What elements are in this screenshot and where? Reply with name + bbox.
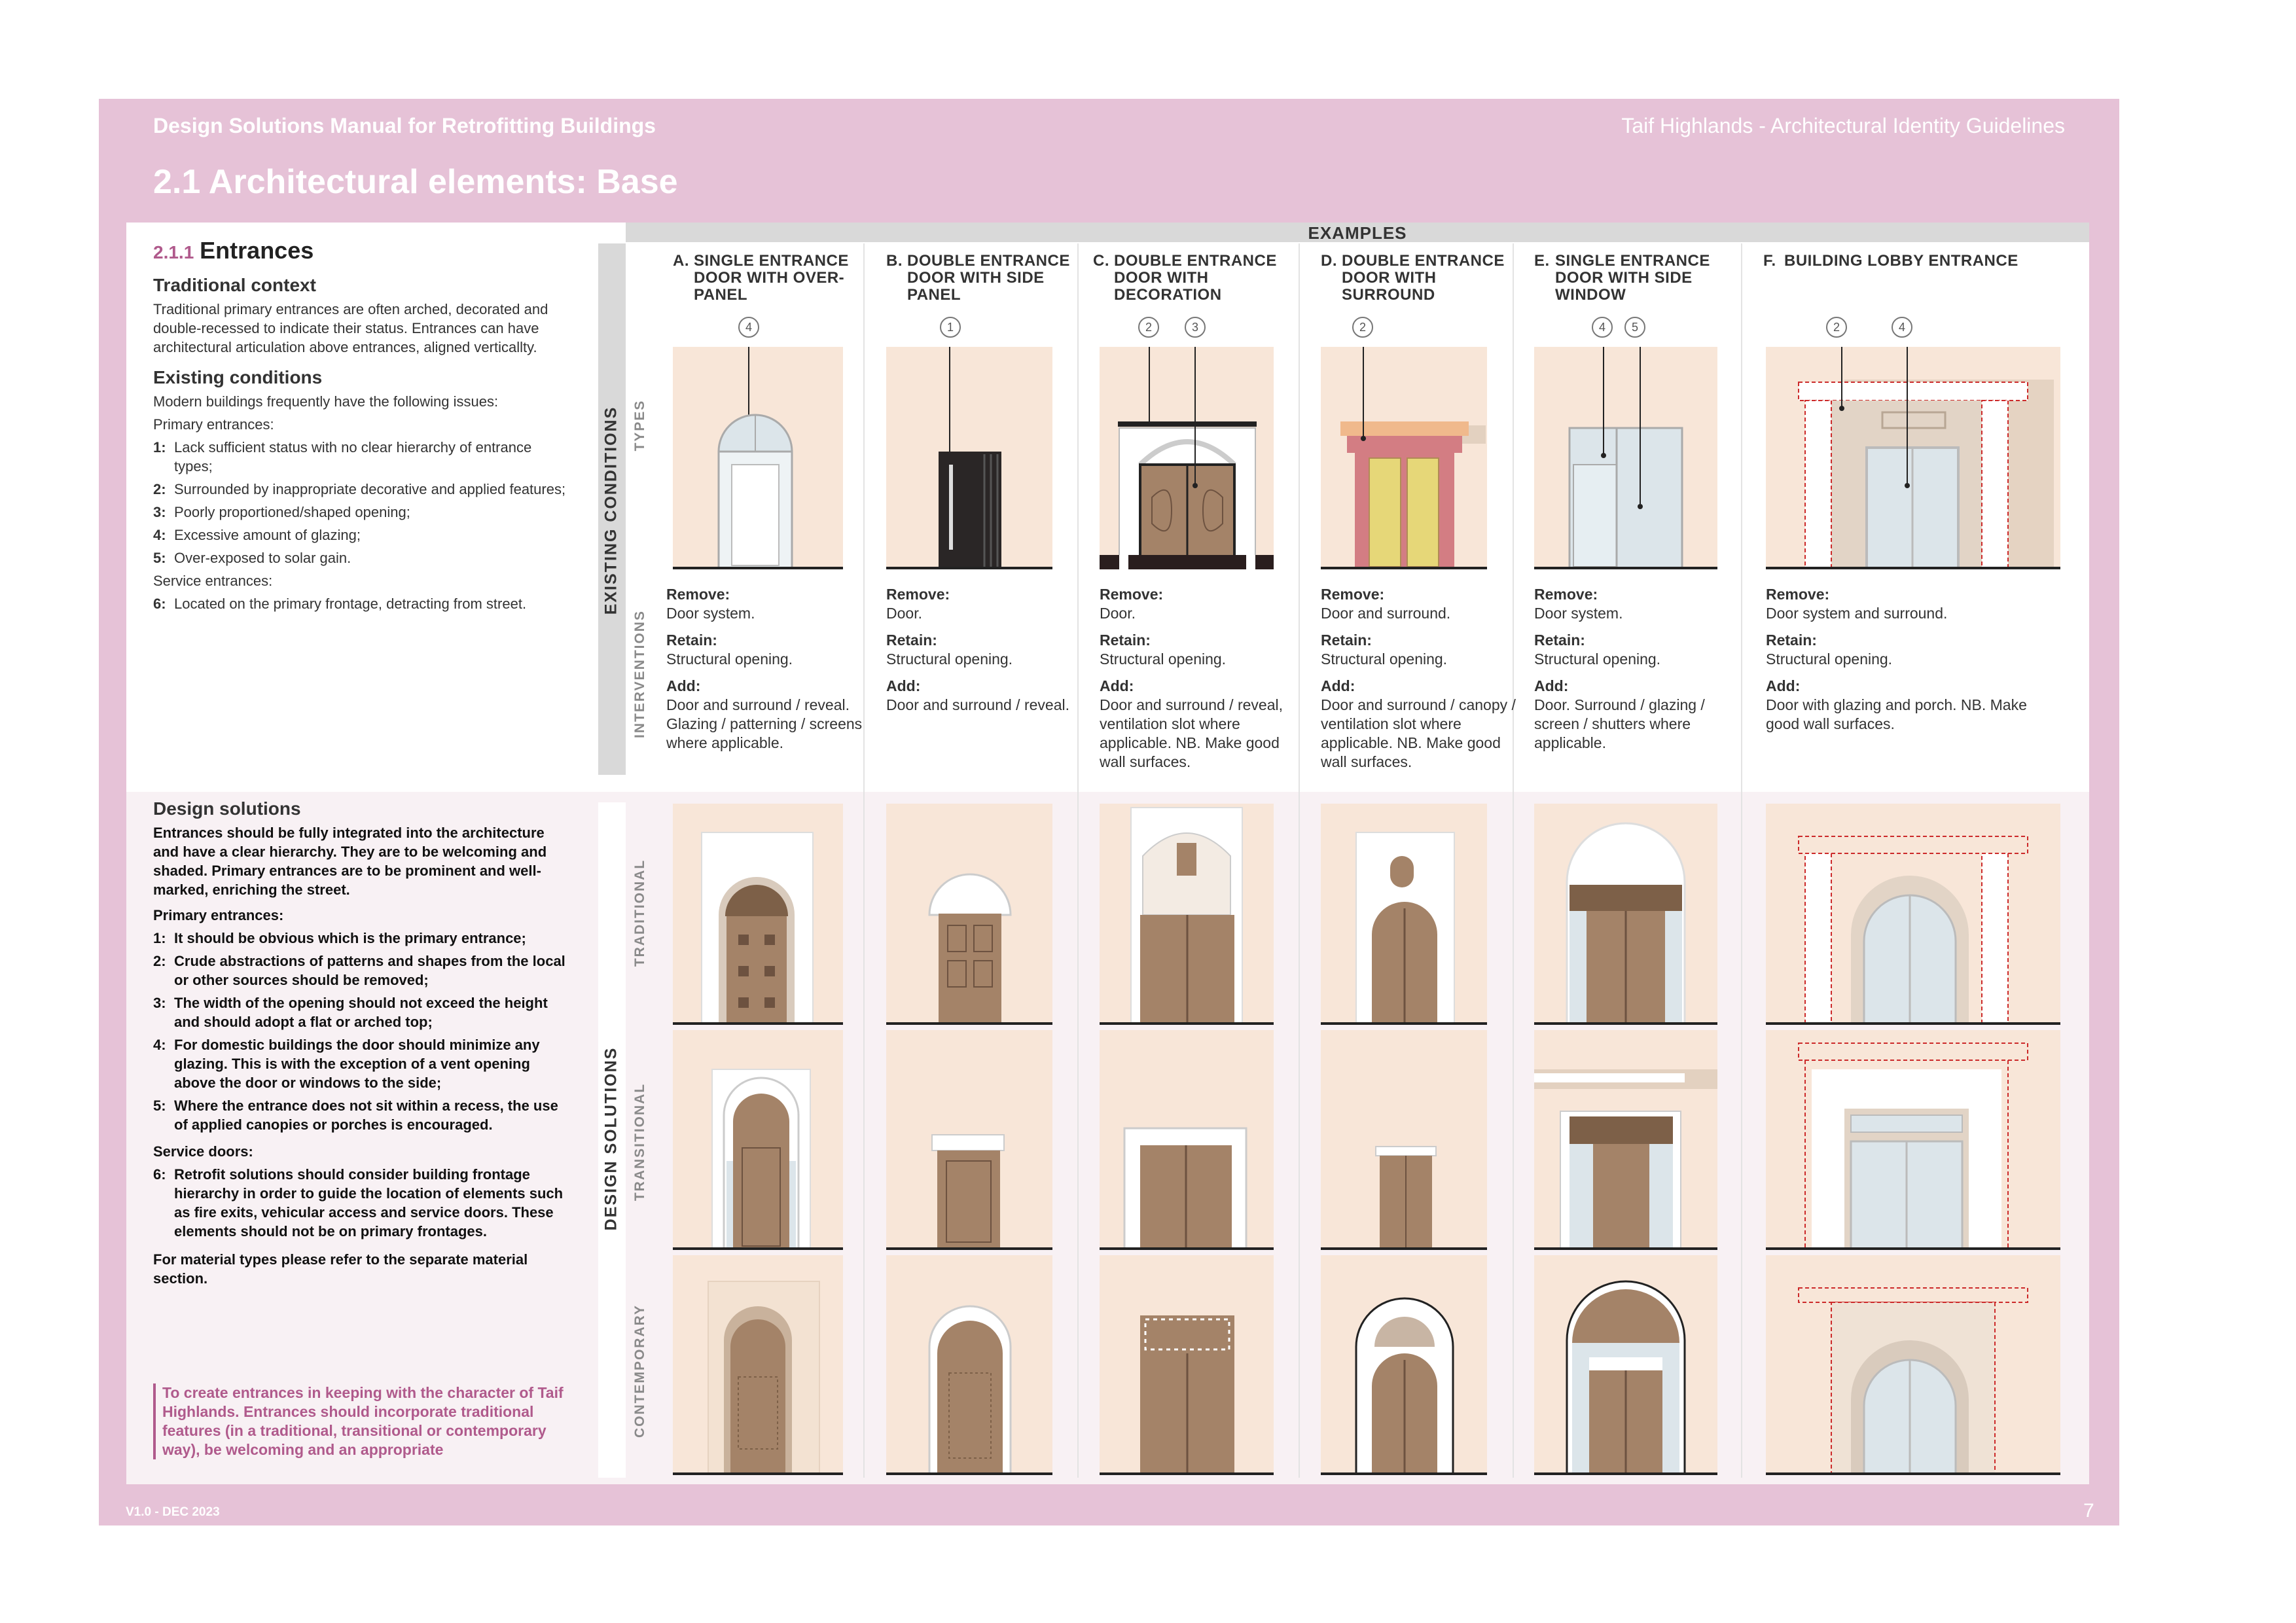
design-solutions-heading: Design solutions bbox=[153, 798, 301, 819]
contemporary-door-e-illustration bbox=[1534, 1255, 1717, 1475]
traditional-door-b-illustration bbox=[886, 804, 1052, 1025]
solution-item: 2: Crude abstractions of patterns and shapes from the local or other sources should be removed; bbox=[153, 953, 565, 988]
column-f-interventions: Remove: Door system and surround. Retain: Structural opening. Add: Door with glazing and porch. NB. Make good wall surfaces. bbox=[1766, 586, 2027, 732]
callout-marker: 4 bbox=[738, 317, 759, 338]
solutions-primary-label: Primary entrances: bbox=[153, 907, 284, 923]
column-a-title: A. SINGLE ENTRANCE DOOR WITH OVER-PANEL bbox=[673, 252, 849, 304]
version-label: V1.0 - DEC 2023 bbox=[126, 1505, 220, 1519]
issue-item: 5: Over-exposed to solar gain. bbox=[153, 550, 351, 566]
section-title: Entrances bbox=[200, 237, 314, 264]
existing-door-f-illustration bbox=[1766, 347, 2060, 569]
issue-item: 3: Poorly proportioned/shaped opening; bbox=[153, 504, 410, 520]
examples-bar: EXAMPLES bbox=[626, 223, 2089, 242]
design-solutions-label: DESIGN SOLUTIONS bbox=[601, 1046, 620, 1231]
column-d-interventions: Remove: Door and surround. Retain: Structural opening. Add: Door and surround / canopy / ventilation slot where applicable. NB. Make good wall surfaces. bbox=[1321, 586, 1516, 770]
callout-marker: 2 bbox=[1138, 317, 1159, 338]
design-solutions-text bbox=[153, 798, 572, 1288]
solution-item: 4: For domestic buildings the door should minimize any glazing. This is with the exception of a vent opening above the door or windows to the side; bbox=[153, 1037, 540, 1091]
callout-marker: 5 bbox=[1624, 317, 1645, 338]
traditional-door-e-illustration bbox=[1534, 804, 1717, 1025]
column-a-interventions: Remove: Door system. Retain: Structural opening. Add: Door and surround / reveal. Glazing / patterning / screens where applicable. bbox=[666, 586, 863, 751]
column-d-title: D. DOUBLE ENTRANCE DOOR WITH SURROUND bbox=[1321, 252, 1505, 304]
transitional-door-a-illustration bbox=[673, 1030, 843, 1250]
column-c-title: C. DOUBLE ENTRANCE DOOR WITH DECORATION bbox=[1093, 252, 1277, 304]
objective-quote: To create entrances in keeping with the character of Taif Highlands. Entrances should incorporate traditional features (in a traditional, transitional or contemporary way), be welcoming and an appropriate bbox=[153, 1383, 572, 1459]
traditional-door-f-illustration bbox=[1766, 804, 2060, 1025]
contemporary-label: CONTEMPORARY bbox=[632, 1304, 647, 1438]
column-divider bbox=[1299, 243, 1300, 1478]
callout-marker: 4 bbox=[1892, 317, 1912, 338]
solution-item: 5: Where the entrance does not sit within a recess, the use of applied canopies or porches is encouraged. bbox=[153, 1097, 558, 1133]
column-f-title: F. BUILDING LOBBY ENTRANCE bbox=[1763, 252, 2018, 270]
service-entrances-label: Service entrances: bbox=[153, 573, 273, 589]
page-number: 7 bbox=[2083, 1500, 2094, 1522]
callout-marker: 1 bbox=[940, 317, 961, 338]
column-divider bbox=[1513, 243, 1514, 1478]
callout-marker: 2 bbox=[1352, 317, 1373, 338]
service-doors-label: Service doors: bbox=[153, 1143, 253, 1160]
entrances-intro bbox=[153, 237, 572, 613]
column-divider bbox=[863, 243, 865, 1478]
solution-item: 6: Retrofit solutions should consider building frontage hierarchy in order to guide the location of elements such as fire exits, vehicular access and service doors. These elements should not be on primary frontages. bbox=[153, 1166, 564, 1240]
issue-item: 6: Located on the primary frontage, detracting from street. bbox=[153, 596, 527, 612]
contemporary-door-b-illustration bbox=[886, 1255, 1052, 1475]
contemporary-door-a-illustration bbox=[673, 1255, 843, 1475]
traditional-context-heading: Traditional context bbox=[153, 275, 316, 295]
existing-door-e-illustration bbox=[1534, 347, 1717, 569]
column-e-title: E. SINGLE ENTRANCE DOOR WITH SIDE WINDOW bbox=[1534, 252, 1710, 304]
column-divider bbox=[1741, 243, 1742, 1478]
existing-door-b-illustration bbox=[886, 347, 1052, 569]
contemporary-door-f-illustration bbox=[1766, 1255, 2060, 1475]
contemporary-door-d-illustration bbox=[1321, 1255, 1487, 1475]
traditional-door-c-illustration bbox=[1100, 804, 1274, 1025]
contemporary-door-c-illustration bbox=[1100, 1255, 1274, 1475]
column-c-interventions: Remove: Door. Retain: Structural opening. Add: Door and surround / reveal, ventilation slot where applicable. NB. Make good wall surfaces. bbox=[1100, 586, 1283, 770]
existing-intro: Modern buildings frequently have the following issues: bbox=[153, 393, 499, 410]
traditional-door-d-illustration bbox=[1321, 804, 1487, 1025]
guideline-title: Taif Highlands - Architectural Identity Guidelines bbox=[1621, 114, 2065, 137]
column-divider bbox=[1077, 243, 1079, 1478]
transitional-door-d-illustration bbox=[1321, 1030, 1487, 1250]
transitional-label: TRANSITIONAL bbox=[632, 1082, 647, 1202]
callout-marker: 3 bbox=[1185, 317, 1206, 338]
issue-item: 1: Lack sufficient status with no clear hierarchy of entrance types; bbox=[153, 439, 532, 474]
existing-conditions-label: EXISTING CONDITIONS bbox=[601, 406, 620, 615]
existing-door-a-illustration bbox=[673, 347, 843, 569]
transitional-door-b-illustration bbox=[886, 1030, 1052, 1250]
column-b-interventions: Remove: Door. Retain: Structural opening. Add: Door and surround / reveal. bbox=[886, 586, 1069, 713]
existing-door-c-illustration bbox=[1100, 347, 1274, 569]
column-e-interventions: Remove: Door system. Retain: Structural opening. Add: Door. Surround / glazing / screen / shutters where applicable. bbox=[1534, 586, 1705, 751]
solution-item: 3: The width of the opening should not exceed the height and should adopt a flat or arched top; bbox=[153, 995, 548, 1030]
callout-marker: 2 bbox=[1826, 317, 1847, 338]
section-number: 2.1.1 bbox=[153, 242, 194, 262]
manual-title: Design Solutions Manual for Retrofitting Buildings bbox=[153, 114, 656, 137]
primary-entrances-label: Primary entrances: bbox=[153, 416, 274, 433]
issue-item: 4: Excessive amount of glazing; bbox=[153, 527, 361, 543]
callout-marker: 4 bbox=[1592, 317, 1613, 338]
material-note: For material types please refer to the separate material section. bbox=[153, 1251, 528, 1287]
page-title: 2.1 Architectural elements: Base bbox=[153, 163, 678, 201]
transitional-door-f-illustration bbox=[1766, 1030, 2060, 1250]
solution-item: 1: It should be obvious which is the primary entrance; bbox=[153, 930, 526, 946]
existing-door-d-illustration bbox=[1321, 347, 1487, 569]
traditional-door-a-illustration bbox=[673, 804, 843, 1025]
issue-item: 2: Surrounded by inappropriate decorative and applied features; bbox=[153, 481, 566, 497]
transitional-door-c-illustration bbox=[1100, 1030, 1274, 1250]
solutions-intro: Entrances should be fully integrated into the architecture and have a clear hierarchy. They are to be welcoming and shaded. Primary entrances are to be prominent and well-marked, enriching the street. bbox=[153, 825, 547, 898]
column-b-title: B. DOUBLE ENTRANCE DOOR WITH SIDE PANEL bbox=[886, 252, 1070, 304]
types-label: TYPES bbox=[632, 399, 647, 452]
transitional-door-e-illustration bbox=[1534, 1030, 1717, 1250]
traditional-context-text: Traditional primary entrances are often arched, decorated and double-recessed to indicate their status. Entrances can have architectural articulation above entrances, aligned verticallty. bbox=[153, 301, 548, 355]
existing-conditions-heading: Existing conditions bbox=[153, 367, 323, 387]
traditional-label: TRADITIONAL bbox=[632, 859, 647, 967]
interventions-label: INTERVENTIONS bbox=[632, 610, 647, 738]
